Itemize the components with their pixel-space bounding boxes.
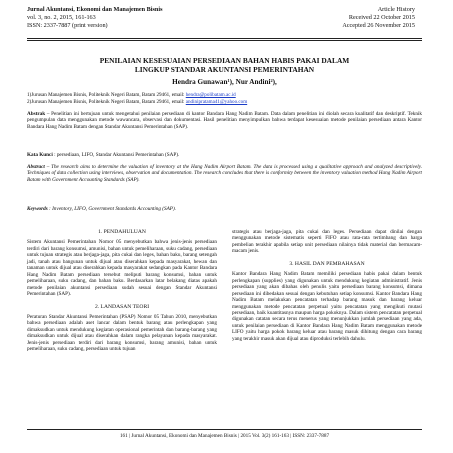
section-heading-3: 3. HASIL DAN PEMBAHASAN (289, 260, 365, 267)
received-date: Received 22 October 2015 (348, 14, 415, 22)
keywords-en-text: : Inventory, LIFO, Government Standards Accounting (SAP). (49, 206, 176, 212)
page-footer: 161 | Jurnal Akuntansi, Ekonomi dan Manajemen Bisnis | 2015 Vol. 3(2) 161-163 | ISSN: 2337-7887 (119, 433, 330, 439)
affiliation-1-text: 1)Jurusan Manajemen Bisnis, Politeknik Negeri Batam, Batam 29461, email: (27, 92, 185, 98)
paragraph-theory-cont: strategis atau berjaga-jaga, pita cukai dan leges. Persediaan dapat dinilai dengan menggunakan metode sistematis seperti FIFO atau rata-rata tertimbang dan harga pembelian terakhir apabila setiap unit persediaan nilainya tidak material dan bermacam-macam jenis. (232, 229, 422, 255)
abstract-en (27, 164, 422, 183)
header-divider-2 (27, 40, 422, 41)
affiliation-2 (27, 99, 422, 105)
journal-issn: ISSN: 2337-7887 (print version) (27, 22, 108, 30)
affiliation-1 (27, 92, 422, 98)
accepted-date: Accepted 26 November 2015 (342, 22, 415, 30)
footer-divider (27, 429, 422, 430)
keywords-en-label: Keywords (27, 206, 48, 212)
abstract-id (27, 111, 422, 130)
email-link-2[interactable]: andinipratama41@yahoo.com (185, 99, 248, 105)
affiliation-2-text: 2)Jurusan Manajemen Bisnis, Politeknik Negeri Batam, Batam 29461, email: (27, 99, 185, 105)
title-line-2: LINGKUP STANDAR AKUNTANSI PEMERINTAHAN (134, 64, 315, 74)
right-column (232, 229, 422, 342)
paragraph-intro: Sistem Akuntansi Pemerintahan Nomor 05 menyebutkan bahwa jenis-jenis persediaan terdiri dari barang konsumsi, amunisi, bahan untuk pemeliharaan, suku cadang, persediaan untuk tujuan strategis atau berjaga-jaga, pita cukai dan leges, bahan baku, barang setengah jadi, tanah atau bangunan untuk dijual atau diserahkan kepada masyarakat, hewan dan tanaman untuk dijual atau diserahkan kepada masyarakat sedangkan pada Kantor Bandara Hang Nadim Batam persediaan tersebut meliputi barang konsumsi, bahan untuk pemeliharaan, suku cadang, dan bahan baku. Berdasarkan latar belakang diatas apakah metode penilaian akuntansi persediaan sudah sesuai dengan Standar Akuntansi Pemerintahan (SAP). (27, 239, 217, 298)
author-list: Hendra Gunawan¹), Nur Andini²), (172, 78, 277, 86)
article-history (342, 6, 415, 31)
keywords-id (27, 152, 422, 158)
header-divider (27, 38, 422, 39)
paper-title (27, 57, 422, 74)
keywords-id-label: Kata Kunci (27, 152, 53, 158)
keywords-en (27, 206, 422, 212)
journal-name: Jurnal Akuntansi, Ekonomi dan Manajemen Bisnis (27, 6, 163, 13)
section-heading-1: 1. PENDAHULUAN (98, 229, 146, 235)
journal-header (27, 6, 162, 31)
abstract-en-text: – The research aims to determine the valuation of inventory at the Hang Nadim Airport Batam. The data is processed using a qualitative approach and analyzed descriptively. Techniques of data collection using interviews, observation and documentation. The research concludes that there is conformity between the inventory valuation method Hang Nadim Airport Batam with Government Accounting Standards (SAP). (27, 164, 423, 183)
journal-volume: vol. 3, no. 2, 2015, 161-163 (27, 14, 96, 22)
history-label: Article History (377, 6, 415, 13)
paragraph-results: Kantor Bandara Hang Nadim Batam memiliki persediaan habis pakai dalam bentuk perlengkapan (supplies) yang digunakan untuk mendukung kegiatan administratif. Jenis persediaan yang akan dibahas oleh penulis yaitu persediaan barang konsumsi, dimana persediaan ini dibedakan sesuai dengan kebutuhan setiap konsumsi. Kantor Bandara Hang Nadim Batam melakukan pencatatan terhadap barang masuk dan barang keluar menggunakan metode pencatatan perpetual yaitu pencatatan yang mengikuti mutasi persediaan, baik kuantitasnya maupun harga pokoknya. Dalam sistem pencatatan perpetual digunakan catatan secara terus menerus yang menunjukkan jumlah persediaan yang ada, untuk penilaian persediaan di Kantor Bandara Hang Nadim Batam menggunakan metode LIFO yaitu harga pokok barang keluar atau barang masuk dihitung dengan cara barang yang terakhir masuk akan dijual atau diproduksi terlebih dahulu. (232, 271, 422, 342)
left-column (27, 229, 217, 353)
email-link-1[interactable]: hendra@polibatam.ac.id (185, 92, 236, 98)
abstract-id-text: – Penelitian ini bertujuan untuk mengetahui penilaian persediaan di kantor Bandara Hang Nadim Batam. Data dalam penelitian ini diolah secara kualitatif dan deskriptif. Teknik pengumpulan data menggunakan metode wawancara, observasi dan dokumentasi. Hasil penelitian menyimpulkan bahwa terdapat kesesuaian metode penilaian persediaan antara Kantor Bandara Hang Nadim Batam dengan Standar Akuntansi Pemerintahan (SAP). (27, 111, 422, 130)
keywords-id-text: : persediaan, LIFO, Standar Akuntansi Pemerintahan (SAP). (54, 152, 180, 158)
abstract-id-label: Abstrak (27, 111, 46, 117)
title-line-1: PENILAIAN KESESUAIAN PERSEDIAAN BAHAN HABIS PAKAI DALAM (99, 56, 350, 65)
section-heading-2: 2. LANDASAN TEORI (94, 303, 150, 310)
abstract-en-label: Abstract (27, 164, 45, 170)
paragraph-theory: Peraturan Standar Akuntansi Pemerintahan (PSAP) Nomor 05 Tahun 2010, menyebutkan bahwa persediaan adalah aset lancar dalam bentuk barang atau perlengkapan yang dimaksudkan untuk mendukung kegiatan operasional pemerintah dan barang-barang yang dimaksudkan untuk dijual atau diserahkan dalam rangka pelayanan kepada masyarakat. Jenis-jenis persediaan terdiri dari barang konsumsi, barang amunisi, bahan untuk pemeliharaan, suku cadang, persediaan untuk tujuan (27, 313, 217, 353)
